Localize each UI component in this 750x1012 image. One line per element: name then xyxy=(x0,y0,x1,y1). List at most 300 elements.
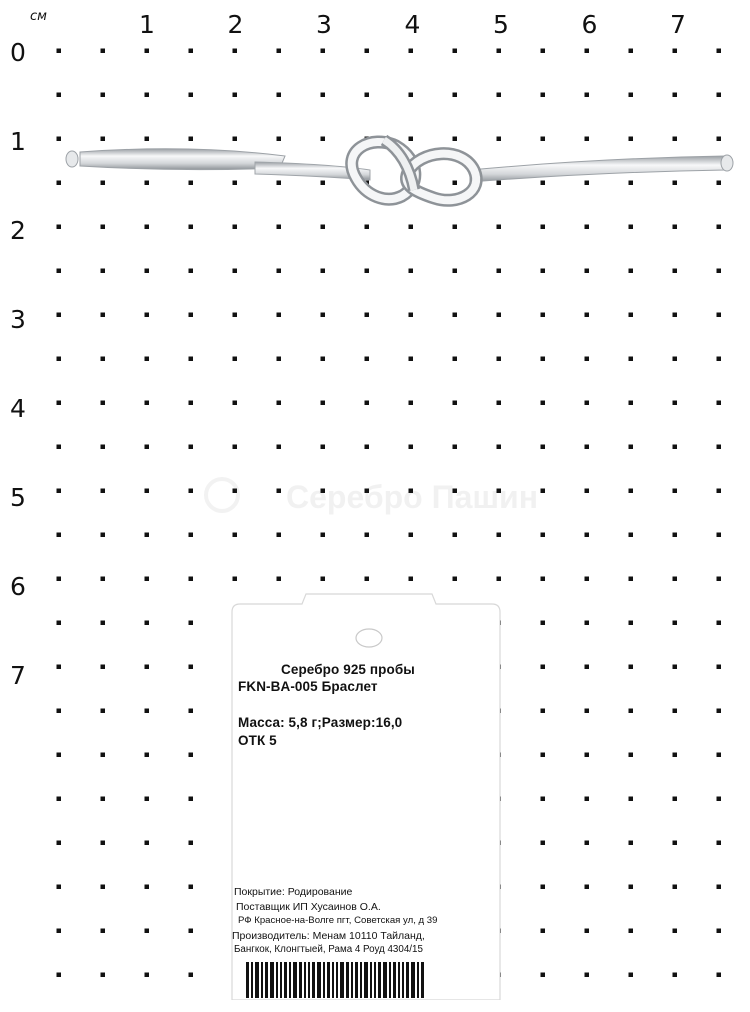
grid-line-vertical xyxy=(674,50,676,1000)
grid-intersection xyxy=(541,49,546,54)
grid-intersection xyxy=(57,709,62,714)
barcode-bar xyxy=(417,962,419,998)
grid-intersection xyxy=(365,49,370,54)
grid-intersection xyxy=(57,181,62,186)
grid-intersection xyxy=(365,357,370,362)
grid-intersection xyxy=(585,533,590,538)
barcode-bar xyxy=(293,962,297,998)
grid-intersection xyxy=(541,269,546,274)
grid-intersection xyxy=(717,225,722,230)
grid-intersection xyxy=(57,357,62,362)
grid-intersection xyxy=(145,357,150,362)
tag-address: РФ Красное-на-Волге пгт, Советская ул, д 39 xyxy=(238,915,438,926)
grid-intersection xyxy=(189,621,194,626)
barcode-bar xyxy=(317,962,321,998)
tag-coating: Покрытие: Родирование xyxy=(234,886,353,898)
grid-intersection xyxy=(57,841,62,846)
grid-line-horizontal xyxy=(58,270,750,272)
grid-intersection xyxy=(409,577,414,582)
grid-intersection xyxy=(57,753,62,758)
grid-intersection xyxy=(189,533,194,538)
barcode-bar xyxy=(255,962,259,998)
grid-intersection xyxy=(101,137,106,142)
grid-intersection xyxy=(717,797,722,802)
grid-intersection xyxy=(277,225,282,230)
grid-intersection xyxy=(145,49,150,54)
grid-intersection xyxy=(101,489,106,494)
grid-intersection xyxy=(585,489,590,494)
grid-intersection xyxy=(541,841,546,846)
barcode-bar xyxy=(383,962,387,998)
grid-line-vertical xyxy=(146,50,148,1000)
grid-line-horizontal xyxy=(58,578,750,580)
grid-intersection xyxy=(101,841,106,846)
grid-intersection xyxy=(145,269,150,274)
grid-line-vertical xyxy=(190,50,192,1000)
x-axis-tick-label: 4 xyxy=(404,10,421,39)
grid-intersection xyxy=(189,225,194,230)
grid-intersection xyxy=(57,533,62,538)
tag-article-line: FKN-BA-005 Браслет xyxy=(238,679,378,694)
grid-intersection xyxy=(585,401,590,406)
grid-intersection xyxy=(189,269,194,274)
grid-intersection xyxy=(57,973,62,978)
grid-line-horizontal xyxy=(58,402,750,404)
grid-intersection xyxy=(145,313,150,318)
grid-intersection xyxy=(101,885,106,890)
grid-intersection xyxy=(189,401,194,406)
barcode-bar xyxy=(265,962,268,998)
grid-intersection xyxy=(409,533,414,538)
grid-intersection xyxy=(717,929,722,934)
grid-intersection xyxy=(717,137,722,142)
grid-intersection xyxy=(673,577,678,582)
grid-intersection xyxy=(717,753,722,758)
grid-intersection xyxy=(629,93,634,98)
barcode-bar xyxy=(364,962,368,998)
grid-intersection xyxy=(189,929,194,934)
grid-intersection xyxy=(277,93,282,98)
grid-intersection xyxy=(189,181,194,186)
grid-intersection xyxy=(189,665,194,670)
grid-intersection xyxy=(585,181,590,186)
grid-intersection xyxy=(189,357,194,362)
grid-intersection xyxy=(233,357,238,362)
grid-intersection xyxy=(585,225,590,230)
grid-intersection xyxy=(541,445,546,450)
tag-manufacturer: Производитель: Менам 10110 Тайланд, xyxy=(232,930,425,942)
grid-intersection xyxy=(189,753,194,758)
grid-intersection xyxy=(629,445,634,450)
y-axis-tick-label: 0 xyxy=(10,38,26,67)
grid-intersection xyxy=(629,621,634,626)
grid-intersection xyxy=(145,709,150,714)
grid-intersection xyxy=(717,665,722,670)
barcode-bar xyxy=(340,962,344,998)
grid-intersection xyxy=(233,445,238,450)
grid-intersection xyxy=(453,269,458,274)
grid-intersection xyxy=(145,401,150,406)
grid-line-horizontal xyxy=(58,226,750,228)
barcode-bar xyxy=(312,962,315,998)
grid-line-vertical xyxy=(58,50,60,1000)
grid-intersection xyxy=(145,533,150,538)
grid-intersection xyxy=(497,49,502,54)
grid-intersection xyxy=(145,445,150,450)
grid-intersection xyxy=(365,313,370,318)
grid-intersection xyxy=(717,709,722,714)
grid-intersection xyxy=(585,973,590,978)
grid-intersection xyxy=(673,93,678,98)
grid-intersection xyxy=(145,753,150,758)
barcode-bar xyxy=(370,962,372,998)
barcode-bar xyxy=(411,962,415,998)
bracelet-photo xyxy=(66,140,733,200)
grid-intersection xyxy=(101,225,106,230)
grid-intersection xyxy=(189,49,194,54)
grid-intersection xyxy=(321,225,326,230)
grid-intersection xyxy=(629,533,634,538)
grid-intersection xyxy=(541,533,546,538)
grid-intersection xyxy=(673,885,678,890)
grid-intersection xyxy=(585,621,590,626)
grid-intersection xyxy=(541,973,546,978)
grid-intersection xyxy=(629,49,634,54)
grid-intersection xyxy=(145,93,150,98)
grid-intersection xyxy=(497,313,502,318)
grid-intersection xyxy=(277,357,282,362)
grid-intersection xyxy=(673,753,678,758)
grid-intersection xyxy=(409,225,414,230)
tag-manufacturer-address: Бангкок, Клонгтыей, Рама 4 Роуд 4304/15 xyxy=(234,944,423,955)
grid-intersection xyxy=(629,401,634,406)
grid-intersection xyxy=(629,797,634,802)
grid-intersection xyxy=(541,401,546,406)
grid-intersection xyxy=(57,929,62,934)
grid-intersection xyxy=(57,797,62,802)
grid-intersection xyxy=(101,621,106,626)
grid-intersection xyxy=(541,313,546,318)
grid-intersection xyxy=(277,269,282,274)
grid-intersection xyxy=(233,49,238,54)
grid-line-horizontal xyxy=(58,534,750,536)
tag-supplier: Поставщик ИП Хусаинов О.А. xyxy=(236,901,381,913)
x-axis-tick-label: 1 xyxy=(139,10,155,39)
grid-intersection xyxy=(145,841,150,846)
barcode-bar xyxy=(402,962,404,998)
grid-intersection xyxy=(673,313,678,318)
grid-line-horizontal xyxy=(58,138,750,140)
grid-intersection xyxy=(453,401,458,406)
grid-intersection xyxy=(189,885,194,890)
grid-intersection xyxy=(717,93,722,98)
grid-intersection xyxy=(233,93,238,98)
grid-intersection xyxy=(145,181,150,186)
y-axis-tick-label: 5 xyxy=(10,483,26,512)
grid-intersection xyxy=(673,357,678,362)
barcode xyxy=(246,962,492,998)
grid-intersection xyxy=(585,445,590,450)
barcode-bar xyxy=(280,962,282,998)
grid-intersection xyxy=(629,181,634,186)
grid-intersection xyxy=(453,533,458,538)
grid-intersection xyxy=(629,489,634,494)
grid-intersection xyxy=(57,885,62,890)
grid-intersection xyxy=(541,93,546,98)
grid-intersection xyxy=(101,49,106,54)
grid-intersection xyxy=(189,93,194,98)
grid-intersection xyxy=(541,797,546,802)
grid-intersection xyxy=(585,93,590,98)
grid-intersection xyxy=(717,577,722,582)
grid-intersection xyxy=(497,577,502,582)
grid-intersection xyxy=(673,225,678,230)
grid-intersection xyxy=(629,665,634,670)
grid-intersection xyxy=(101,973,106,978)
grid-intersection xyxy=(453,313,458,318)
grid-intersection xyxy=(585,357,590,362)
barcode-bar xyxy=(251,962,253,998)
grid-intersection xyxy=(233,577,238,582)
grid-intersection xyxy=(497,225,502,230)
watermark-text: Серебро Пашин xyxy=(286,479,539,515)
grid-intersection xyxy=(101,313,106,318)
grid-intersection xyxy=(541,489,546,494)
grid-intersection xyxy=(585,929,590,934)
grid-intersection xyxy=(145,973,150,978)
grid-intersection xyxy=(541,357,546,362)
grid-intersection xyxy=(101,93,106,98)
grid-intersection xyxy=(145,665,150,670)
grid-intersection xyxy=(189,709,194,714)
grid-intersection xyxy=(233,181,238,186)
barcode-bar xyxy=(261,962,263,998)
grid-intersection xyxy=(365,269,370,274)
grid-line-horizontal xyxy=(58,358,750,360)
grid-intersection xyxy=(497,357,502,362)
x-axis-tick-label: 6 xyxy=(581,10,598,39)
barcode-bar xyxy=(289,962,291,998)
grid-intersection xyxy=(189,973,194,978)
grid-intersection xyxy=(277,401,282,406)
grid-intersection xyxy=(585,577,590,582)
grid-intersection xyxy=(629,709,634,714)
grid-intersection xyxy=(321,313,326,318)
grid-intersection xyxy=(453,181,458,186)
grid-intersection xyxy=(101,445,106,450)
grid-intersection xyxy=(541,753,546,758)
grid-intersection xyxy=(277,577,282,582)
grid-line-vertical xyxy=(718,50,720,1000)
grid-intersection xyxy=(541,929,546,934)
grid-intersection xyxy=(233,137,238,142)
grid-intersection xyxy=(409,313,414,318)
x-axis-tick-label: 2 xyxy=(227,10,244,39)
grid-intersection xyxy=(409,357,414,362)
grid-intersection xyxy=(321,269,326,274)
barcode-bar xyxy=(398,962,400,998)
grid-intersection xyxy=(717,269,722,274)
grid-intersection xyxy=(585,269,590,274)
grid-intersection xyxy=(673,797,678,802)
grid-intersection xyxy=(57,401,62,406)
grid-intersection xyxy=(189,313,194,318)
grid-intersection xyxy=(189,841,194,846)
grid-intersection xyxy=(497,401,502,406)
grid-intersection xyxy=(365,533,370,538)
y-axis-tick-label: 1 xyxy=(10,127,26,156)
grid-intersection xyxy=(321,137,326,142)
grid-intersection xyxy=(233,533,238,538)
grid-intersection xyxy=(57,445,62,450)
grid-intersection xyxy=(57,665,62,670)
grid-intersection xyxy=(717,357,722,362)
barcode-bar xyxy=(299,962,302,998)
grid-intersection xyxy=(717,445,722,450)
grid-intersection xyxy=(145,797,150,802)
grid-intersection xyxy=(585,841,590,846)
grid-intersection xyxy=(629,313,634,318)
grid-intersection xyxy=(57,621,62,626)
grid-intersection xyxy=(497,269,502,274)
grid-intersection xyxy=(189,445,194,450)
grid-intersection xyxy=(57,93,62,98)
grid-intersection xyxy=(277,181,282,186)
grid-intersection xyxy=(101,401,106,406)
grid-line-horizontal xyxy=(58,446,750,448)
grid-intersection xyxy=(717,621,722,626)
grid-intersection xyxy=(717,533,722,538)
barcode-bar xyxy=(270,962,274,998)
grid-intersection xyxy=(541,885,546,890)
y-axis-tick-label: 6 xyxy=(10,572,26,601)
grid-intersection xyxy=(673,489,678,494)
barcode-bar xyxy=(351,962,353,998)
grid-intersection xyxy=(101,357,106,362)
grid-intersection xyxy=(585,797,590,802)
grid-intersection xyxy=(673,665,678,670)
grid-intersection xyxy=(101,269,106,274)
grid-line-vertical xyxy=(542,50,544,1000)
grid-intersection xyxy=(585,665,590,670)
grid-intersection xyxy=(585,49,590,54)
barcode-bar xyxy=(393,962,396,998)
grid-intersection xyxy=(409,269,414,274)
grid-intersection xyxy=(453,225,458,230)
grid-intersection xyxy=(629,577,634,582)
grid-intersection xyxy=(673,49,678,54)
grid-intersection xyxy=(101,929,106,934)
grid-intersection xyxy=(101,753,106,758)
grid-intersection xyxy=(321,577,326,582)
grid-intersection xyxy=(717,401,722,406)
grid-intersection xyxy=(585,709,590,714)
grid-intersection xyxy=(321,533,326,538)
tag-weight-size-line: Масса: 5,8 г;Размер:16,0 xyxy=(238,715,403,730)
grid-intersection xyxy=(189,489,194,494)
grid-intersection xyxy=(321,181,326,186)
grid-intersection xyxy=(673,181,678,186)
grid-intersection xyxy=(629,225,634,230)
grid-intersection xyxy=(541,137,546,142)
grid-line-vertical xyxy=(102,50,104,1000)
grid-intersection xyxy=(145,929,150,934)
grid-intersection xyxy=(629,841,634,846)
grid-intersection xyxy=(57,49,62,54)
grid-intersection xyxy=(145,225,150,230)
grid-intersection xyxy=(453,445,458,450)
grid-intersection xyxy=(541,621,546,626)
grid-intersection xyxy=(277,49,282,54)
grid-intersection xyxy=(101,533,106,538)
tag-metal-line: Серебро 925 пробы xyxy=(281,662,415,677)
barcode-bar xyxy=(336,962,338,998)
grid-intersection xyxy=(629,929,634,934)
grid-intersection xyxy=(365,225,370,230)
grid-intersection xyxy=(233,401,238,406)
grid-intersection xyxy=(629,885,634,890)
grid-intersection xyxy=(629,973,634,978)
grid-intersection xyxy=(277,137,282,142)
grid-intersection xyxy=(717,489,722,494)
grid-intersection xyxy=(629,357,634,362)
grid-intersection xyxy=(145,137,150,142)
grid-intersection xyxy=(585,885,590,890)
grid-intersection xyxy=(145,577,150,582)
grid-intersection xyxy=(233,313,238,318)
barcode-bar xyxy=(332,962,334,998)
grid-intersection xyxy=(497,93,502,98)
grid-intersection xyxy=(541,665,546,670)
grid-intersection xyxy=(717,841,722,846)
grid-intersection xyxy=(673,709,678,714)
grid-intersection xyxy=(409,137,414,142)
barcode-bar xyxy=(389,962,391,998)
grid-intersection xyxy=(145,621,150,626)
barcode-bar xyxy=(378,962,381,998)
x-axis-tick-label: 3 xyxy=(316,10,332,39)
grid-intersection xyxy=(673,401,678,406)
grid-intersection xyxy=(57,137,62,142)
barcode-bar xyxy=(308,962,310,998)
grid-intersection xyxy=(497,181,502,186)
grid-intersection xyxy=(321,49,326,54)
grid-intersection xyxy=(101,709,106,714)
grid-intersection xyxy=(57,313,62,318)
grid-intersection xyxy=(717,973,722,978)
grid-intersection xyxy=(453,357,458,362)
barcode-bar xyxy=(284,962,287,998)
grid-intersection xyxy=(145,885,150,890)
y-axis-tick-label: 7 xyxy=(10,661,26,690)
grid-intersection xyxy=(321,93,326,98)
grid-intersection xyxy=(101,797,106,802)
barcode-bar xyxy=(323,962,325,998)
barcode-bar xyxy=(276,962,278,998)
grid-intersection xyxy=(57,577,62,582)
grid-intersection xyxy=(673,841,678,846)
barcode-bar xyxy=(360,962,362,998)
grid-intersection xyxy=(497,533,502,538)
watermark-logo xyxy=(206,479,538,515)
grid-intersection xyxy=(453,577,458,582)
grid-intersection xyxy=(277,445,282,450)
grid-intersection xyxy=(101,577,106,582)
grid-intersection xyxy=(101,665,106,670)
grid-intersection xyxy=(541,577,546,582)
y-axis-tick-label: 3 xyxy=(10,305,26,334)
grid-line-horizontal xyxy=(58,314,750,316)
